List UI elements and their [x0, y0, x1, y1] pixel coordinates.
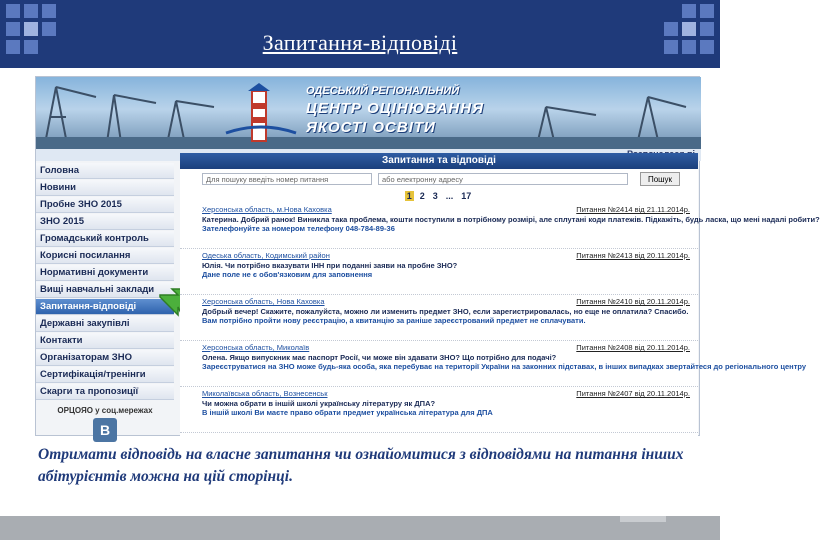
- search-row: [180, 169, 698, 191]
- social-caption: ОРЦОЯО у соц.мережах: [57, 406, 153, 415]
- qa-question: Чи можна обрати в іншій школі українську літературу як ДПА?: [202, 399, 436, 408]
- sidebar-nav-item[interactable]: Новини: [36, 180, 174, 196]
- qa-meta[interactable]: Питання №2408 від 20.11.2014р.: [576, 343, 690, 352]
- banner-line-1: ОДЕСЬКИЙ РЕГІОНАЛЬНИЙ: [306, 85, 460, 97]
- sidebar-nav-item[interactable]: Громадський контроль: [36, 231, 174, 247]
- qa-entry: [180, 203, 820, 249]
- sidebar-nav: [36, 163, 174, 450]
- pagination-page: ...: [445, 191, 454, 201]
- qa-answer: Зателефонуйте за номером телефону 048-784-89-36: [202, 224, 395, 233]
- decor-squares-right: [664, 4, 714, 54]
- qa-region[interactable]: Миколаївська область, Вознесенськ: [202, 389, 328, 398]
- sidebar-nav-item[interactable]: Сертифікація/тренінги: [36, 367, 174, 383]
- slide-caption: Отримати відповідь на власне запитання чи ознайомитися з відповідями на питання інших абітурієнтів можна на цій сторінці.: [38, 446, 684, 485]
- sidebar-nav-item[interactable]: Запитання-відповіді: [36, 299, 174, 315]
- qa-region[interactable]: Одеська область, Кодимський район: [202, 251, 330, 260]
- qa-panel: [180, 153, 820, 437]
- search-email-input[interactable]: або електронну адресу: [378, 173, 628, 185]
- pagination-page[interactable]: 1: [406, 191, 412, 201]
- sidebar-nav-item[interactable]: ЗНО 2015: [36, 214, 174, 230]
- qa-meta[interactable]: Питання №2410 від 20.11.2014р.: [576, 297, 690, 306]
- pagination-page[interactable]: 17: [461, 191, 472, 201]
- search-number-input[interactable]: Для пошуку введіть номер питання: [202, 173, 372, 185]
- vk-icon[interactable]: B: [93, 418, 117, 442]
- qa-meta[interactable]: Питання №2407 від 20.11.2014р.: [576, 389, 690, 398]
- pagination-page[interactable]: 2: [419, 191, 425, 201]
- qa-region[interactable]: Херсонська область, м.Нова Каховка: [202, 205, 332, 214]
- pagination: [180, 191, 698, 203]
- site-banner: [36, 77, 701, 149]
- qa-meta[interactable]: Питання №2414 від 21.11.2014р.: [576, 205, 690, 214]
- qa-region[interactable]: Херсонська область, Миколаїв: [202, 343, 310, 352]
- sidebar-nav-item[interactable]: Державні закупівлі: [36, 316, 174, 332]
- sidebar-nav-item[interactable]: Вищі навчальні заклади: [36, 282, 174, 298]
- banner-line-2: ЦЕНТР ОЦІНЮВАННЯ: [306, 100, 485, 117]
- sidebar-nav-item[interactable]: Нормативні документи: [36, 265, 174, 281]
- qa-entry: [180, 387, 698, 433]
- qa-panel-title: Запитання та відповіді: [180, 153, 698, 169]
- pagination-page[interactable]: 3: [432, 191, 438, 201]
- sidebar-nav-item[interactable]: Скарги та пропозиції: [36, 384, 174, 400]
- qa-answer: В іншій школі Ви маєте право обрати предмет українська література для ДПА: [202, 408, 493, 417]
- qa-answer: Зареєструватися на ЗНО може будь-яка особа, яка перебуває на території України на законних підставах, в інших випадках звертайтеся до регіонального центру: [202, 362, 807, 371]
- qa-question: Катерина. Добрий ранок! Виникла така проблема, кошти поступили в потрібному розмірі, але сплутані коди платежів. Підкажіть, будь ласка, що мені надалі робити?: [202, 215, 820, 224]
- qa-question: Юлія. Чи потрібно вказувати ІНН при поданні заяви на пробне ЗНО?: [202, 261, 458, 270]
- lighthouse-logo-icon: [226, 83, 296, 143]
- qa-answer: Дане поле не є обов'язковим для заповнення: [202, 270, 373, 279]
- qa-region[interactable]: Херсонська область, Нова Каховка: [202, 297, 325, 306]
- search-button[interactable]: Пошук: [640, 172, 680, 186]
- slide-footer-bar: [0, 516, 720, 540]
- qa-entry: [180, 249, 698, 295]
- qa-question: Олена. Якщо випускник має паспорт Росії, чи може він здавати ЗНО? Що потрібно для подачі?: [202, 353, 557, 362]
- banner-line-3: ЯКОСТІ ОСВІТИ: [306, 119, 436, 136]
- qa-entry: [180, 341, 807, 387]
- sidebar-nav-item[interactable]: Організаторам ЗНО: [36, 350, 174, 366]
- qa-answer: Вам потрібно пройти нову реєстрацію, а квитанцію за раніше зареєстрований предмет не сплачувати.: [202, 316, 586, 325]
- sidebar-nav-item[interactable]: Контакти: [36, 333, 174, 349]
- sidebar-nav-item[interactable]: Головна: [36, 163, 174, 179]
- sidebar-nav-item[interactable]: Корисні посилання: [36, 248, 174, 264]
- slide-title: Запитання-відповіді: [262, 30, 458, 55]
- site-logo-text: [306, 85, 516, 141]
- qa-question: Добрый вечер! Скажите, пожалуйста, можно ли изменить предмет ЗНО, если зарегистрировалась, но еще не оплатила? Спасибо.: [202, 307, 689, 316]
- slide-header: [0, 0, 720, 68]
- qa-meta[interactable]: Питання №2413 від 20.11.2014р.: [576, 251, 690, 260]
- website-screenshot: [35, 76, 820, 438]
- sidebar-nav-item[interactable]: Пробне ЗНО 2015: [36, 197, 174, 213]
- qa-entry: [180, 295, 698, 341]
- footer-notch: [620, 516, 666, 522]
